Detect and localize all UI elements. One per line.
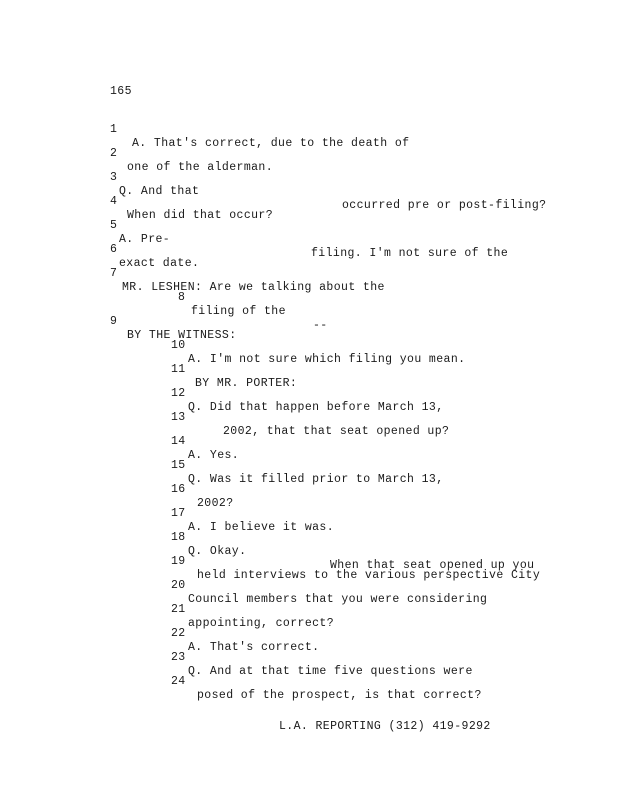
line-number: 21 <box>171 603 186 616</box>
line-text: appointing, correct? <box>188 617 335 630</box>
line-number: 9 <box>110 315 118 328</box>
line-number: 11 <box>171 363 186 376</box>
line-text-continued: occurred pre or post-filing? <box>342 199 547 212</box>
line-text: A. That's correct. <box>188 641 320 654</box>
line-text-continued: filing. I'm not sure of the <box>311 247 509 260</box>
line-number: 8 <box>178 291 186 304</box>
line-number: 5 <box>110 219 118 232</box>
line-number: 22 <box>171 627 186 640</box>
line-text-continued: -- <box>313 319 328 332</box>
line-text: BY MR. PORTER: <box>195 377 298 390</box>
line-text: BY THE WITNESS: <box>127 329 237 342</box>
line-text: Q. And at that time five questions were <box>188 665 473 678</box>
line-number: 23 <box>171 651 186 664</box>
page-number: 165 <box>110 85 132 98</box>
line-number: 17 <box>171 507 186 520</box>
line-number: 7 <box>110 267 118 280</box>
line-number: 2 <box>110 147 118 160</box>
line-number: 20 <box>171 579 186 592</box>
line-text: posed of the prospect, is that correct? <box>197 689 482 702</box>
line-number: 4 <box>110 195 118 208</box>
line-number: 12 <box>171 387 186 400</box>
line-number: 1 <box>110 123 118 136</box>
line-text: 2002? <box>197 497 234 510</box>
line-text-continued: When that seat opened up you <box>330 559 535 572</box>
line-text: one of the alderman. <box>127 161 274 174</box>
reporter-footer: L.A. REPORTING (312) 419-9292 <box>279 720 491 733</box>
line-text: Q. And that <box>119 185 200 198</box>
line-text: When did that occur? <box>127 209 274 222</box>
line-text: exact date. <box>119 257 200 270</box>
line-text: A. I believe it was. <box>188 521 335 534</box>
line-number: 15 <box>171 459 186 472</box>
line-text: A. Yes. <box>188 449 240 462</box>
line-text: Q. Did that happen before March 13, <box>188 401 444 414</box>
line-number: 6 <box>110 243 118 256</box>
line-number: 10 <box>171 339 186 352</box>
line-text: Q. Okay. <box>188 545 247 558</box>
line-number: 18 <box>171 531 186 544</box>
line-text: MR. LESHEN: Are we talking about the <box>122 281 385 294</box>
line-number: 3 <box>110 171 118 184</box>
line-text: held interviews to the various perspective City <box>197 569 541 582</box>
line-number: 13 <box>171 411 186 424</box>
line-number: 14 <box>171 435 186 448</box>
line-number: 16 <box>171 483 186 496</box>
line-text: Council members that you were considering <box>188 593 488 606</box>
line-text: Q. Was it filled prior to March 13, <box>188 473 444 486</box>
line-text: A. I'm not sure which filing you mean. <box>188 353 466 366</box>
line-text: 2002, that that seat opened up? <box>223 425 450 438</box>
line-text: A. Pre- <box>119 233 171 246</box>
line-text: filing of the <box>191 305 286 318</box>
line-number: 24 <box>171 675 186 688</box>
line-text: A. That's correct, due to the death of <box>132 137 410 150</box>
line-number: 19 <box>171 555 186 568</box>
